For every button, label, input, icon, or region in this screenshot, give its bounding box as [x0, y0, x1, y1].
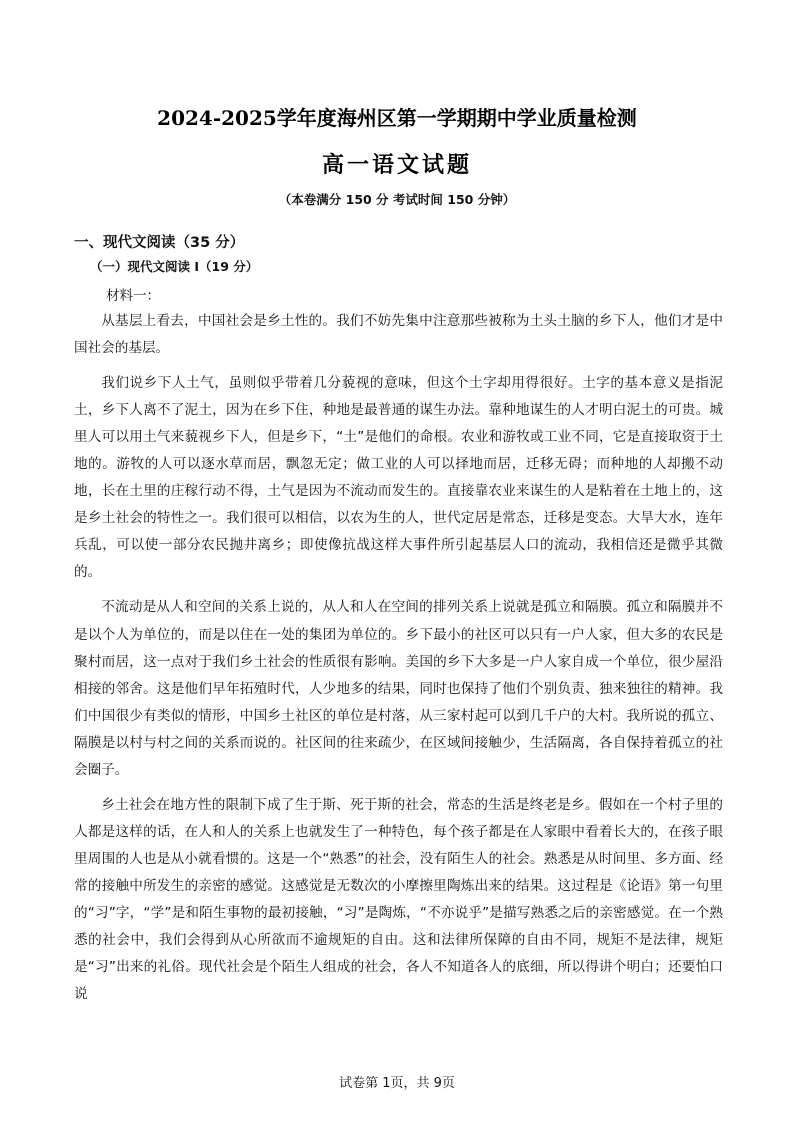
section-heading: 一、现代文阅读（35 分） — [74, 235, 245, 251]
paragraph-2: 我们说乡下人土气，虽则似乎带着几分藐视的意味，但这个土字却用得很好。土字的基本意义是指泥土，乡下人离不了泥土，因为在乡下住，种地是最普通的谋生办法。靠种地谋生的人才明白泥土的可贵。城里人可以用土气来藐视乡下人，但是乡下，“土”是他们的命根。农业和游牧或工业不同，它是直接取资于土地的。游牧的人可以逐水草而居，飘忽无定；做工业的人可以择地而居，迁移无碍；而种地的人却搬不动地，长在土里的庄稼行动不得，土气是因为不流动而发生的。直接靠农业来谋生的人是粘着在土地上的，这是乡土社会的特性之一。我们很可以相信，以农为生的人，世代定居是常态，迁移是变态。大旱大水，连年兵乱，可以使一部分农民抛井离乡；即使像抗战这样大事件所引起基层人口的流动，我相信还是微乎其微的。 — [74, 375, 723, 581]
paragraph-3: 不流动是从人和空间的关系上说的，从人和人在空间的排列关系上说就是孤立和隔膜。孤立和隔膜并不是以个人为单位的，而是以住在一处的集团为单位的。乡下最小的社区可以只有一户人家，但大多的农民是聚村而居，这一点对于我们乡土社会的性质很有影响。美国的乡下大多是一户人家自成一个单位，很少屋沿相接的邻舍。这是他们早年拓殖时代，人少地多的结果，同时也保持了他们个别负责、独来独往的精神。我们中国很少有类似的情形，中国乡土社区的单位是村落，从三家村起可以到几千户的大村。我所说的孤立、隔膜是以村与村之间的关系而说的。社区间的往来疏少，在区域间接触少，生活隔离，各自保持着孤立的社会圈子。 — [74, 599, 723, 778]
page-footer: 试卷第 1页，共 9页 — [339, 1076, 455, 1091]
paragraph-1: 从基层上看去，中国社会是乡土性的。我们不妨先集中注意那些被称为土头土脑的乡下人，他们才是中国社会的基层。 — [74, 313, 723, 357]
exam-subtitle: 高一语文试题 — [321, 152, 472, 178]
subsection-heading: （一）现代文阅读 I（19 分） — [90, 259, 259, 274]
material-label: 材料一： — [106, 288, 160, 304]
reading-passage — [74, 308, 723, 1016]
exam-title: 2024-2025学年度海州区第一学期期中学业质量检测 — [157, 106, 637, 130]
paragraph-4: 乡土社会在地方性的限制下成了生于斯、死于斯的社会，常态的生活是终老是乡。假如在一个村子里的人都是这样的话，在人和人的关系上也就发生了一种特色，每个孩子都是在人家眼中看着长大的，在孩子眼里周围的人也是从小就看惯的。这是一个“熟悉”的社会，没有陌生人的社会。熟悉是从时间里、多方面、经常的接触中所发生的亲密的感觉。这感觉是无数次的小摩擦里陶炼出来的结果。这过程是《论语》第一句里的“习”字，“学”是和陌生事物的最初接触，“习”是陶炼，“不亦说乎”是描写熟悉之后的亲密感觉。在一个熟悉的社会中，我们会得到从心所欲而不逾规矩的自由。这和法律所保障的自由不同，规矩不是法律，规矩是“习”出来的礼俗。现代社会是个陌生人组成的社会，各人不知道各人的底细，所以得讲个明白；还要怕口说 — [74, 796, 723, 1003]
exam-note: （本卷满分 150 分 考试时间 150 分钟） — [278, 192, 516, 207]
